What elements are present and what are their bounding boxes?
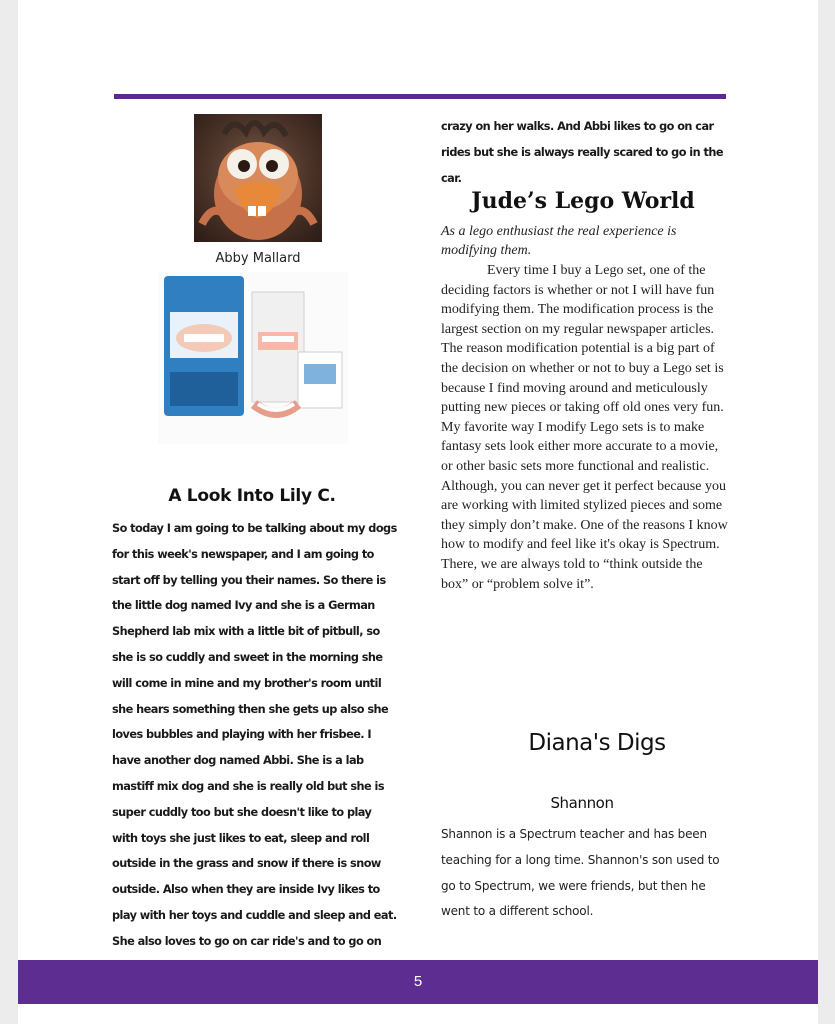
top-divider-line bbox=[114, 94, 726, 99]
jude-article-body bbox=[441, 261, 731, 594]
diana-article-title: Diana's Digs bbox=[528, 730, 666, 756]
lily-article-title: A Look Into Lily C. bbox=[168, 486, 336, 506]
footer-bar bbox=[18, 960, 818, 1004]
jude-article-text: Every time I buy a Lego set, one of the deciding factors is whether or not I will have fun modifying them. The modification process is the largest section on my regular newspaper articles. The reason modification potential is a big part of the decision on whether or not to buy a Lego set is because I find moving around and meticulously putting new pieces or taking off old ones very fun. My favorite way I modify Lego sets is to make fantasy sets look either more accurate to a movie, or other basic sets more functional and realistic. Although, you can never get it perfect because you are working with limited stylized pieces and some they simply don’t make. One of the reasons I know how to modify and feel like it's okay is Spectrum. There, we are always told to “think outside the box” or “problem solve it”. bbox=[441, 263, 728, 592]
abby-mallard-image bbox=[194, 114, 322, 242]
abby-mallard-illustration bbox=[194, 114, 322, 242]
diana-article-body: Shannon is a Spectrum teacher and has been teaching for a long time. Shannon's son used to go to Spectrum, we were friends, but then he went to a different school. bbox=[441, 827, 720, 919]
lily-article-continued: crazy on her walks. And Abbi likes to go on car rides but she is always really scared to go in the car. bbox=[441, 120, 723, 185]
image-caption: Abby Mallard bbox=[215, 251, 301, 266]
jude-article-subtitle: As a lego enthusiast the real experience is modifying them. bbox=[441, 224, 677, 258]
page-number: 5 bbox=[413, 973, 423, 990]
lily-article-body: So today I am going to be talking about my dogs for this week's newspaper, and I am going to start off by telling you their names. So there is the little dog named Ivy and she is a German Shepherd lab mix with a little bit of pitbull, so she is so cuddly and sweet in the morning she will come in mine and my brother's room until she hears something then she gets up also she loves bubbles and playing with her frisbee. I have another dog named Abbi. She is a lab mastiff mix dog and she is really old but she is super cuddly too but she doesn't like to play with toys she just likes to eat, sleep and roll outside in the grass and snow if there is snow outside. Also when they are inside Ivy likes to play with her toys and cuddle and sleep and eat. She also loves to go on car ride's and to go on bbox=[112, 522, 397, 948]
jude-article-title: Jude’s Lego World bbox=[471, 188, 695, 214]
denture-product-image bbox=[158, 272, 348, 444]
diana-article-subheading: Shannon bbox=[550, 794, 614, 812]
denture-product-illustration bbox=[158, 272, 348, 444]
